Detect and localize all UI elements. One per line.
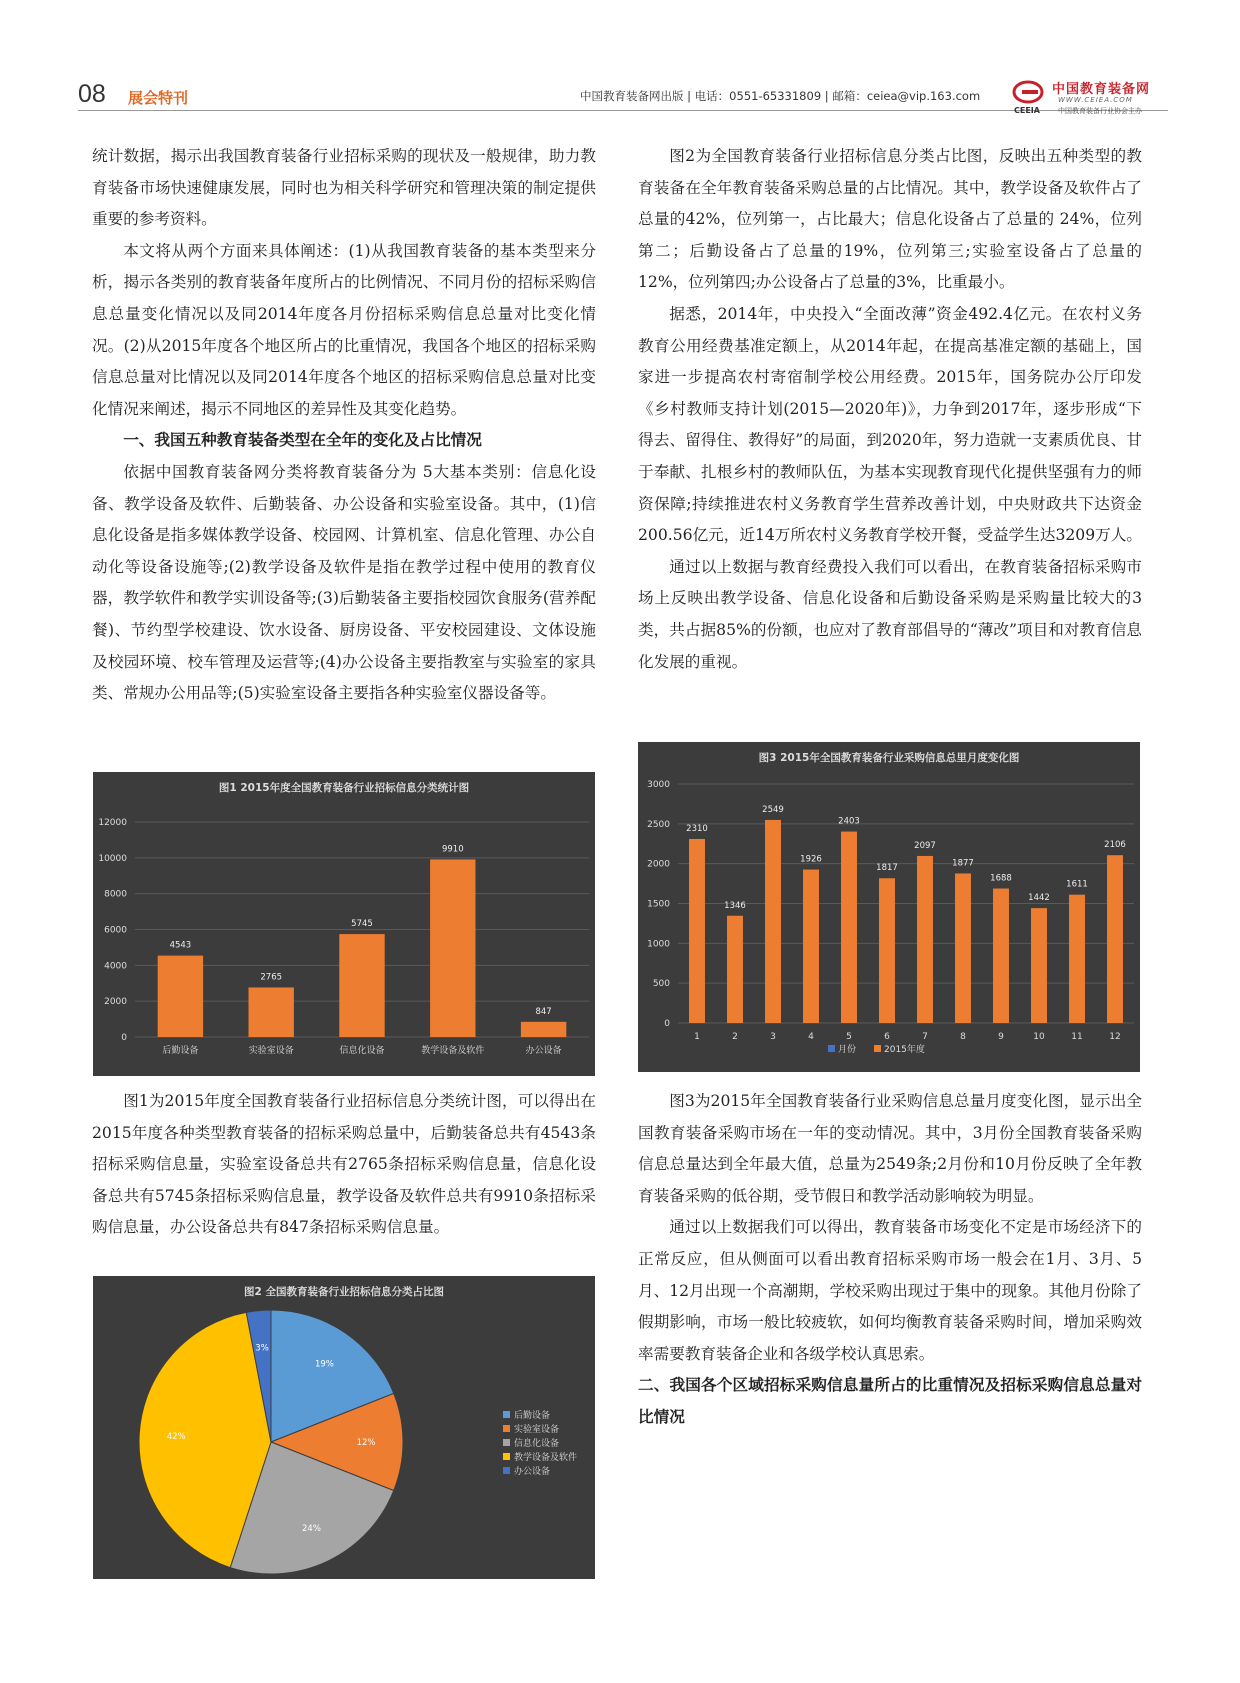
legend-label: 月份 bbox=[838, 1045, 857, 1055]
legend-swatch bbox=[503, 1425, 510, 1432]
chart-2-title: 图2 全国教育装备行业招标信息分类占比图 bbox=[244, 1286, 444, 1298]
data-label: 1926 bbox=[800, 854, 822, 865]
data-label: 2549 bbox=[762, 804, 784, 815]
paragraph: 依据中国教育装备网分类将教育装备分为 5大基本类别：信息化设备、教学设备及软件、后勤装备、办公设备和实验室设备。其中，(1)信息化设备是指多媒体教学设备、校园网、计算机室、信息化管理、办公自动化等设备设施等;(2)教学设备及软件是指在教学过程中使用的教育仪器，教学软件和教学实训设备等;(3)后勤装备主要指校园饮食服务(营养配餐)、节约型学校建设、饮水设备、厨房设备、平安校园建设、文体设施及校园环境、校车管理及运营等;(4)办公设备主要指教室与实验室的家具类、常规办公用品等;(5)实验室设备主要指各种实验室仪器设备等。 bbox=[92, 462, 596, 703]
legend-swatch bbox=[828, 1045, 835, 1052]
paragraph: 图3为2015年全国教育装备行业采购信息总量月度变化图，显示出全国教育装备采购市场在一年的变动情况。其中，3月份全国教育装备采购信息总量达到全年最大值，总量为2549条;2月份和10月份反映了全年教育装备采购的低谷期，受节假日和教学活动影响较为明显。 bbox=[638, 1092, 1142, 1205]
bar bbox=[339, 934, 384, 1037]
x-tick-label: 9 bbox=[998, 1032, 1004, 1042]
chart-3-plot bbox=[638, 742, 1140, 1072]
x-tick-label: 信息化设备 bbox=[339, 1046, 385, 1056]
bar bbox=[521, 1022, 566, 1037]
x-tick-label: 教学设备及软件 bbox=[421, 1046, 485, 1056]
data-label: 2310 bbox=[686, 823, 708, 834]
x-tick-label: 1 bbox=[694, 1032, 700, 1042]
publisher-info: 中国教育装备网出版 | 电话：0551-65331809 | 邮箱：ceiea@vip.163.com bbox=[580, 89, 981, 103]
paragraph: 通过以上数据与教育经费投入我们可以看出，在教育装备招标采购市场上反映出教学设备、信息化设备和后勤设备采购是采购量比较大的3类，共占据85%的份额，也应对了教育部倡导的“薄改”项目和对教育信息化发展的重视。 bbox=[638, 557, 1142, 671]
x-tick-label: 6 bbox=[884, 1032, 890, 1042]
logo-en: CEEIA bbox=[1014, 106, 1040, 115]
left-column-top bbox=[92, 141, 596, 710]
y-tick-label: 0 bbox=[121, 1033, 127, 1043]
y-tick-label: 4000 bbox=[104, 961, 127, 972]
page-number: 08 bbox=[78, 80, 106, 108]
x-tick-label: 10 bbox=[1033, 1032, 1045, 1042]
pie-data-label: 12% bbox=[356, 1438, 376, 1448]
data-label: 1688 bbox=[990, 873, 1012, 884]
paragraph: 通过以上数据我们可以得出，教育装备市场变化不定是市场经济下的正常反应，但从侧面可以看出教育招标采购市场一般会在1月、3月、5月、12月出现一个高潮期，学校采购出现过于集中的现象。其他月份除了假期影响，市场一般比较疲软，如何均衡教育装备采购时间，增加采购效率需要教育装备企业和各级学校认真思索。 bbox=[638, 1218, 1142, 1363]
data-label: 4543 bbox=[169, 940, 192, 951]
chart-1 bbox=[93, 772, 595, 1076]
logo-icon bbox=[1012, 80, 1048, 104]
chart-1-plot bbox=[93, 772, 595, 1076]
data-label: 5745 bbox=[351, 919, 373, 930]
data-label: 1346 bbox=[724, 900, 746, 911]
data-label: 2106 bbox=[1104, 840, 1126, 851]
bar bbox=[249, 987, 294, 1037]
paragraph: 本文将从两个方面来具体阐述：(1)从我国教育装备的基本类型来分析，揭示各类别的教育装备年度所占的比例情况、不同月份的招标采购信息总量变化情况以及同2014年度各月份招标采购信息总量对比变化情况。(2)从2015年度各个地区所占的比重情况，我国各个地区的招标采购信息总量对比情况以及同2014年度各个地区的招标采购信息总量对比变化情况来阐述，揭示不同地区的差异性及其变化趋势。 bbox=[92, 241, 596, 418]
y-tick-label: 8000 bbox=[104, 889, 127, 900]
y-tick-label: 1000 bbox=[647, 939, 670, 950]
bar bbox=[430, 859, 475, 1037]
x-tick-label: 3 bbox=[770, 1032, 776, 1042]
chart-2 bbox=[93, 1276, 595, 1579]
pie-data-label: 42% bbox=[166, 1432, 186, 1443]
bar bbox=[158, 956, 203, 1037]
logo-cn: 中国教育装备网 bbox=[1052, 82, 1151, 97]
section-heading: 一、我国五种教育装备类型在全年的变化及占比情况 bbox=[123, 431, 482, 450]
paragraph: 图1为2015年度全国教育装备行业招标信息分类统计图，可以得出在2015年度各种类型教育装备的招标采购总量中，后勤装备总共有4543条招标采购信息量，实验室设备总共有2765条招标采购信息量，信息化设备总共有5745条招标采购信息量，教学设备及软件总共有9910条招标采购信息量，办公设备总共有847条招标采购信息量。 bbox=[92, 1092, 596, 1237]
pie-data-label: 19% bbox=[314, 1359, 334, 1370]
pie-data-label: 24% bbox=[302, 1523, 321, 1534]
chart-3-title: 图3 2015年全国教育装备行业采购信息总里月度变化图 bbox=[758, 752, 1020, 764]
legend-swatch bbox=[503, 1411, 510, 1418]
bar bbox=[689, 839, 705, 1023]
data-label: 2403 bbox=[838, 816, 860, 827]
bar bbox=[879, 878, 895, 1023]
legend-label: 实验室设备 bbox=[514, 1425, 560, 1435]
header-rule bbox=[78, 110, 1168, 111]
y-tick-label: 2000 bbox=[104, 997, 127, 1008]
bar bbox=[841, 832, 857, 1023]
x-tick-label: 7 bbox=[922, 1032, 928, 1042]
x-tick-label: 12 bbox=[1109, 1032, 1121, 1042]
bar bbox=[1031, 908, 1047, 1023]
x-tick-label: 5 bbox=[846, 1032, 852, 1042]
logo-url: WWW.CEIEA.COM bbox=[1058, 96, 1133, 104]
chart-1-title: 图1 2015年度全国教育装备行业招标信息分类统计图 bbox=[218, 782, 470, 794]
legend-label: 教学设备及软件 bbox=[514, 1453, 578, 1463]
paragraph: 统计数据，揭示出我国教育装备行业招标采购的现状及一般规律，助力教育装备市场快速健康发展，同时也为相关科学研究和管理决策的制定提供重要的参考资料。 bbox=[92, 147, 596, 229]
y-tick-label: 2000 bbox=[647, 859, 670, 870]
right-column-bottom bbox=[638, 1086, 1142, 1434]
bar bbox=[765, 820, 781, 1023]
bar bbox=[917, 856, 933, 1023]
x-tick-label: 办公设备 bbox=[525, 1046, 562, 1056]
y-tick-label: 500 bbox=[652, 979, 670, 990]
x-tick-label: 后勤设备 bbox=[162, 1046, 199, 1056]
chart-3 bbox=[638, 742, 1140, 1072]
x-tick-label: 实验室设备 bbox=[248, 1046, 294, 1056]
section-title: 展会特刊 bbox=[128, 89, 189, 107]
paragraph: 据悉，2014年，中央投入“全面改薄”资金492.4亿元。在农村义务教育公用经费基准定额上，从2014年起，在提高基准定额的基础上，国家进一步提高农村寄宿制学校公用经费。2015年，国务院办公厅印发《乡村教师支持计划(2015—2020年)》，力争到2017年，逐步形成“下得去、留得住、教得好”的局面，到2020年，努力造就一支素质优良、甘于奉献、扎根乡村的教师队伍，为基本实现教育现代化提供坚强有力的师资保障;持续推进农村义务教育学生营养改善计划，中央财政共下达资金200.56亿元，近14万所农村义务教育学校开餐，受益学生达3209万人。 bbox=[638, 304, 1142, 545]
bar bbox=[727, 916, 743, 1023]
legend-swatch bbox=[503, 1467, 510, 1474]
data-label: 2765 bbox=[260, 972, 283, 983]
bar bbox=[803, 870, 819, 1023]
legend-label: 办公设备 bbox=[514, 1467, 551, 1477]
y-tick-label: 0 bbox=[664, 1019, 670, 1029]
data-label: 847 bbox=[535, 1006, 552, 1017]
x-tick-label: 2 bbox=[732, 1032, 738, 1042]
bar bbox=[1107, 855, 1123, 1023]
x-tick-label: 11 bbox=[1071, 1032, 1083, 1042]
legend-swatch bbox=[503, 1453, 510, 1460]
bar bbox=[1069, 895, 1085, 1023]
x-tick-label: 4 bbox=[808, 1032, 814, 1042]
right-column-top bbox=[638, 141, 1142, 678]
bar bbox=[955, 873, 971, 1023]
chart-2-plot bbox=[93, 1276, 595, 1579]
legend-swatch bbox=[503, 1439, 510, 1446]
y-tick-label: 10000 bbox=[98, 853, 127, 864]
y-tick-label: 2500 bbox=[647, 819, 670, 830]
legend-swatch bbox=[874, 1045, 881, 1052]
section-heading: 二、我国各个区域招标采购信息量所占的比重情况及招标采购信息总量对比情况 bbox=[638, 1376, 1142, 1426]
y-tick-label: 3000 bbox=[647, 780, 670, 790]
legend-label: 后勤设备 bbox=[514, 1411, 551, 1421]
y-tick-label: 12000 bbox=[98, 818, 127, 828]
data-label: 1611 bbox=[1066, 879, 1088, 890]
legend-label: 信息化设备 bbox=[514, 1439, 560, 1449]
y-tick-label: 1500 bbox=[647, 899, 670, 910]
y-tick-label: 6000 bbox=[104, 925, 127, 936]
left-column-mid bbox=[92, 1086, 596, 1244]
bar bbox=[993, 889, 1009, 1023]
data-label: 1817 bbox=[876, 863, 898, 874]
logo-sub: 中国教育装备行业协会主办 bbox=[1058, 107, 1142, 115]
data-label: 1877 bbox=[952, 858, 974, 869]
data-label: 1442 bbox=[1028, 893, 1050, 904]
data-label: 2097 bbox=[914, 840, 936, 851]
x-tick-label: 8 bbox=[960, 1032, 966, 1042]
data-label: 9910 bbox=[441, 844, 464, 855]
paragraph: 图2为全国教育装备行业招标信息分类占比图，反映出五种类型的教育装备在全年教育装备采购总量的占比情况。其中，教学设备及软件占了总量的42%，位列第一，占比最大；信息化设备占了总量的 24%，位列第二；后勤设备占了总量的19%，位列第三;实验室设备占了总量的12%，位列第四;办公设备占了总量的3%，比重最小。 bbox=[638, 147, 1142, 292]
pie-data-label: 3% bbox=[255, 1343, 269, 1354]
legend-label: 2015年度 bbox=[884, 1045, 925, 1055]
